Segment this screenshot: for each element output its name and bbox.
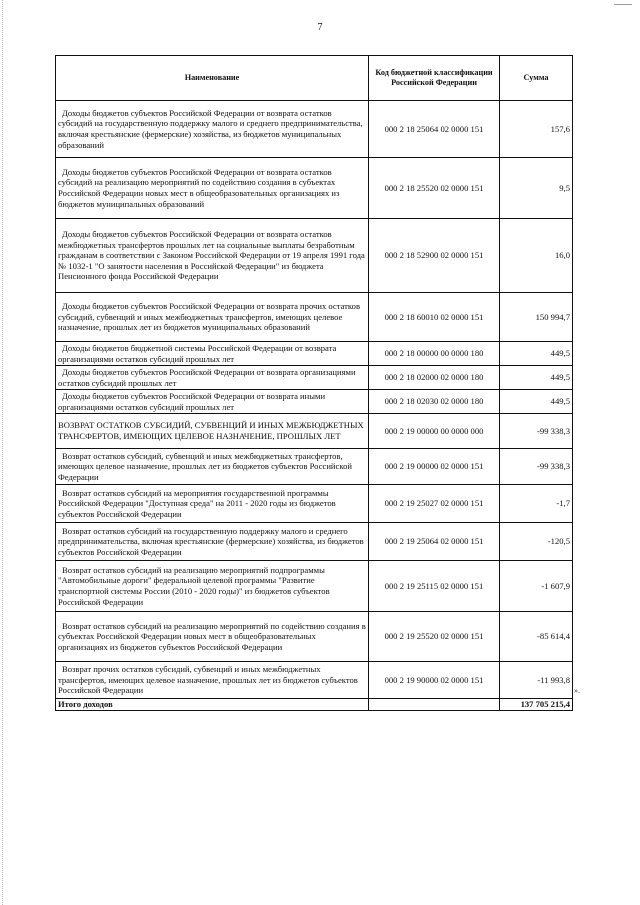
row-name: Доходы бюджетов субъектов Российской Федерации от возврата иными организациями остатков субсидий прошлых лет <box>56 390 369 414</box>
table-row <box>56 414 573 449</box>
row-sum: 9,5 <box>500 158 573 219</box>
closing-quote-mark: ». <box>574 686 580 695</box>
row-code: 000 2 18 25520 02 0000 151 <box>369 158 500 219</box>
row-name: Доходы бюджетов субъектов Российской Федерации от возврата остатков субсидий на государственную поддержку малого и среднего предпринимательства, включая крестьянские (фермерские) хозяйства, из бюджетов муниципальных образований <box>56 101 369 158</box>
header-code: Код бюджетной классификации Российской Федерации <box>369 56 500 101</box>
table-row <box>56 523 573 561</box>
budget-table <box>55 55 573 711</box>
row-name: Доходы бюджетов субъектов Российской Федерации от возврата организациями остатков субсидий прошлых лет <box>56 366 369 390</box>
table-row <box>56 219 573 293</box>
table-row <box>56 485 573 523</box>
row-name: Возврат остатков субсидий на реализацию мероприятий подпрограммы "Автомобильные дороги" федеральной целевой программы "Развитие транспортной системы России (2010 - 2020 годы)" из бюджетов субъектов Российской Федерации <box>56 561 369 612</box>
table-row <box>56 662 573 699</box>
row-code: 000 2 19 90000 02 0000 151 <box>369 662 500 699</box>
row-sum: 157,6 <box>500 101 573 158</box>
row-code: 000 2 19 00000 02 0000 151 <box>369 449 500 485</box>
row-code: 000 2 18 02030 02 0000 180 <box>369 390 500 414</box>
total-row <box>56 699 573 711</box>
table-body <box>56 101 573 699</box>
row-sum: -120,5 <box>500 523 573 561</box>
table-row <box>56 449 573 485</box>
row-name: ВОЗВРАТ ОСТАТКОВ СУБСИДИЙ, СУБВЕНЦИЙ И ИНЫХ МЕЖБЮДЖЕТНЫХ ТРАНСФЕРТОВ, ИМЕЮЩИХ ЦЕЛЕВОЕ НАЗНАЧЕНИЕ, ПРОШЛЫХ ЛЕТ <box>56 414 369 449</box>
row-code: 000 2 19 00000 00 0000 000 <box>369 414 500 449</box>
row-name: Доходы бюджетов субъектов Российской Федерации от возврата остатков межбюджетных трансфертов прошлых лет на социальные выплаты безработным гражданам в соответствии с Законом Российской Федерации от 19 апреля 1991 года № 1032-1 "О занятости населения в Российской Федерации" из бюджета Пенсионного фонда Российской Федерации <box>56 219 369 293</box>
row-sum: -1 607,9 <box>500 561 573 612</box>
table-row <box>56 366 573 390</box>
row-sum: 449,5 <box>500 366 573 390</box>
row-sum: 449,5 <box>500 390 573 414</box>
row-sum: -99 338,3 <box>500 414 573 449</box>
row-name: Возврат остатков субсидий на государственную поддержку малого и среднего предпринимательства, включая крестьянские (фермерские) хозяйства, из бюджетов субъектов Российской Федерации <box>56 523 369 561</box>
row-name: Доходы бюджетов бюджетной системы Российской Федерации от возврата организациями остатков субсидий прошлых лет <box>56 342 369 366</box>
row-sum: -99 338,3 <box>500 449 573 485</box>
row-code: 000 2 18 02000 02 0000 180 <box>369 366 500 390</box>
table-row <box>56 390 573 414</box>
row-code: 000 2 19 25520 02 0000 151 <box>369 612 500 662</box>
table-row <box>56 101 573 158</box>
row-code: 000 2 18 52900 02 0000 151 <box>369 219 500 293</box>
header-sum: Сумма <box>500 56 573 101</box>
row-code: 000 2 18 60010 02 0000 151 <box>369 293 500 342</box>
row-sum: -11 993,8 <box>500 662 573 699</box>
table-row <box>56 342 573 366</box>
row-sum: 449,5 <box>500 342 573 366</box>
table-row <box>56 158 573 219</box>
table-row <box>56 612 573 662</box>
table-row <box>56 293 573 342</box>
table-header-row <box>56 56 573 101</box>
table-row <box>56 561 573 612</box>
row-name: Доходы бюджетов субъектов Российской Федерации от возврата остатков субсидий на реализацию мероприятий по содействию создания в субъектах Российской Федерации новых мест в общеобразовательных организациях из бюджетов муниципальных образований <box>56 158 369 219</box>
total-sum: 137 705 215,4 <box>500 699 573 711</box>
row-code: 000 2 19 25064 02 0000 151 <box>369 523 500 561</box>
row-code: 000 2 19 25027 02 0000 151 <box>369 485 500 523</box>
row-sum: -85 614,4 <box>500 612 573 662</box>
header-name: Наименование <box>56 56 369 101</box>
total-code-empty <box>369 699 500 711</box>
row-name: Возврат остатков субсидий на реализацию мероприятий по содействию создания в субъектах Российской Федерации новых мест в общеобразовательных организациях из бюджетов субъектов Российской Федерации <box>56 612 369 662</box>
row-name: Возврат прочих остатков субсидий, субвенций и иных межбюджетных трансфертов, имеющих целевое назначение, прошлых лет из бюджетов субъектов Российской Федерации <box>56 662 369 699</box>
binding-edge <box>2 0 6 905</box>
row-sum: 150 994,7 <box>500 293 573 342</box>
row-name: Доходы бюджетов субъектов Российской Федерации от возврата прочих остатков субсидий, субвенций и иных межбюджетных трансфертов, имеющих целевое назначение, прошлых лет из бюджетов муниципальных образований <box>56 293 369 342</box>
row-code: 000 2 19 25115 02 0000 151 <box>369 561 500 612</box>
row-name: Возврат остатков субсидий на мероприятия государственной программы Российской Федерации "Доступная среда" на 2011 - 2020 годы из бюджетов субъектов Российской Федерации <box>56 485 369 523</box>
row-code: 000 2 18 25064 02 0000 151 <box>369 101 500 158</box>
page-number: 7 <box>317 22 323 33</box>
row-code: 000 2 18 00000 00 0000 180 <box>369 342 500 366</box>
row-name: Возврат остатков субсидий, субвенций и иных межбюджетных трансфертов, имеющих целевое назначение, прошлых лет из бюджетов субъектов Российской Федерации <box>56 449 369 485</box>
scan-mark <box>614 4 632 6</box>
row-sum: 16,0 <box>500 219 573 293</box>
row-sum: -1,7 <box>500 485 573 523</box>
total-label: Итого доходов <box>56 699 369 711</box>
